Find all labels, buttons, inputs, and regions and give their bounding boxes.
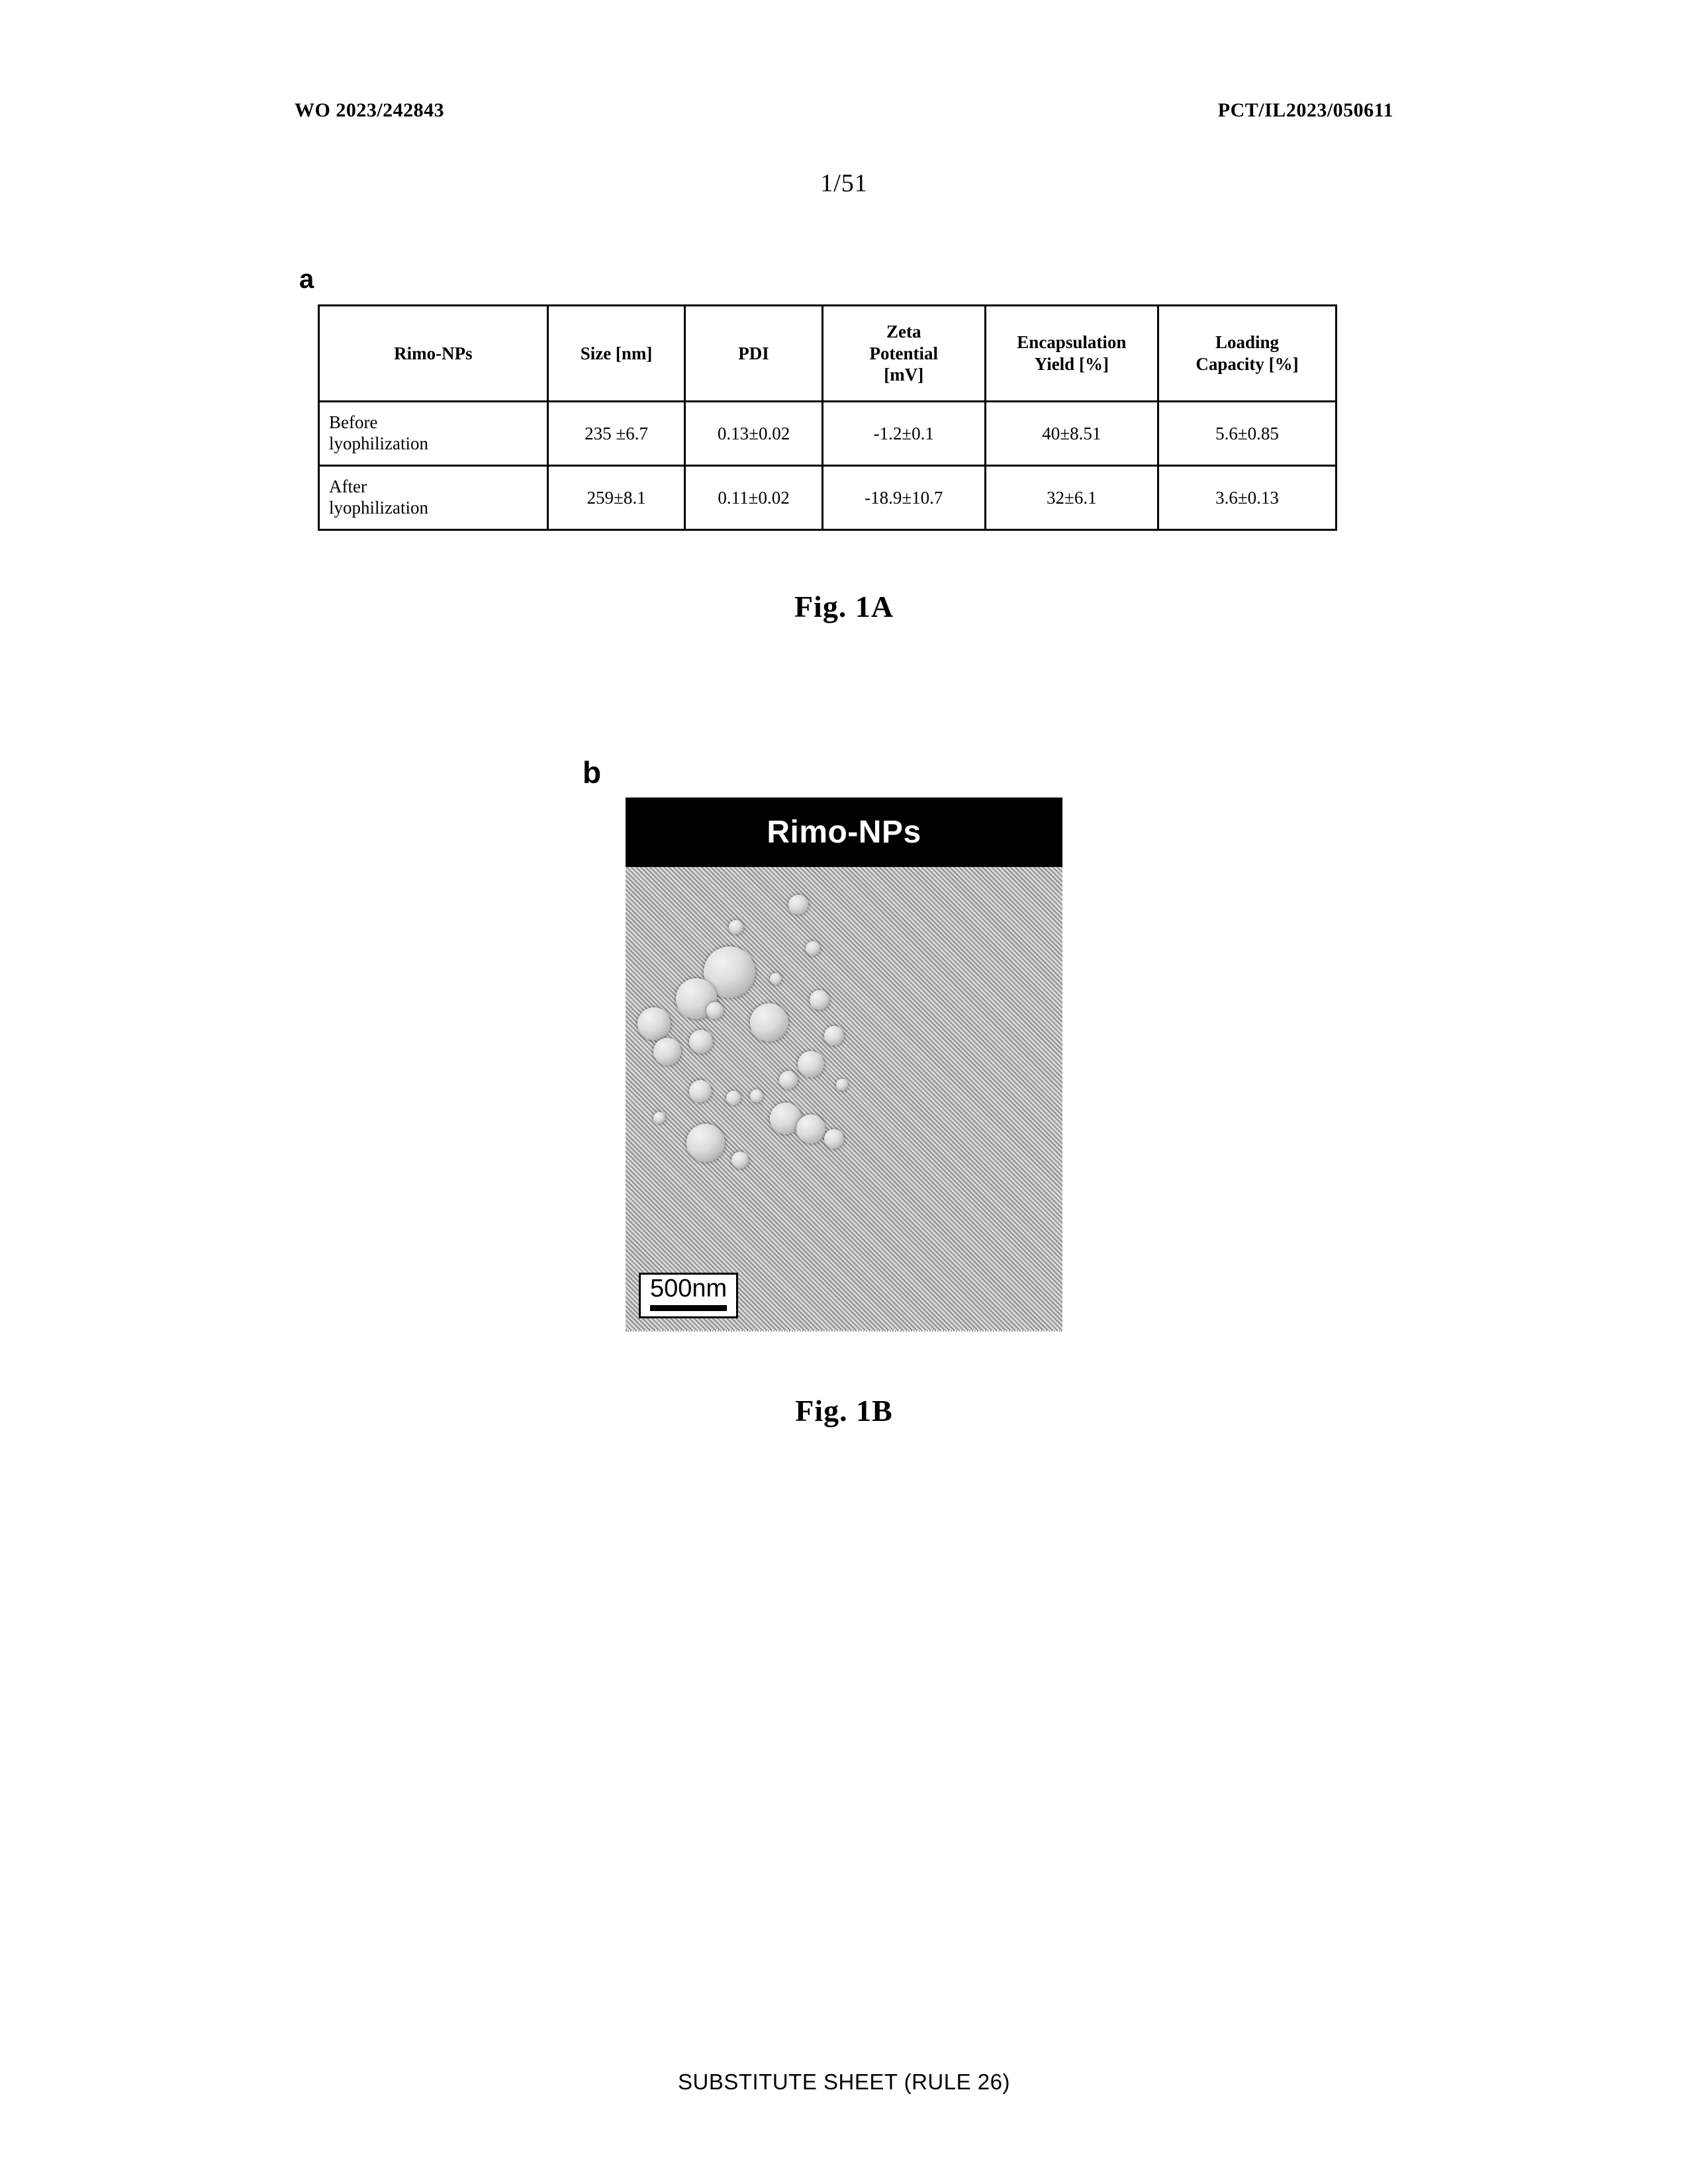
row-label-line-1: Before (329, 412, 378, 433)
panel-label-a: a (299, 265, 314, 294)
cell-pdi-before: 0.13±0.02 (685, 402, 822, 466)
table-header-pdi: PDI (685, 306, 822, 402)
nanoparticle (689, 1080, 712, 1103)
nanoparticle (806, 941, 820, 956)
nanoparticle (750, 1089, 763, 1103)
table-row (319, 402, 1336, 466)
row-label-line-1: After (329, 477, 367, 497)
zeta-header-line-1: Zeta (886, 321, 921, 341)
table-row (319, 466, 1336, 530)
cell-zeta-before: -1.2±0.1 (822, 402, 985, 466)
nanoparticle (653, 1038, 681, 1066)
table-header-size: Size [nm] (547, 306, 684, 402)
fig-1a-caption: Fig. 1A (794, 590, 894, 623)
publication-number: WO 2023/242843 (295, 99, 445, 121)
tem-bottom-strip (626, 1330, 1062, 1341)
document-header (295, 99, 1393, 122)
tem-title-bar: Rimo-NPs (626, 797, 1062, 867)
row-label-after-lyophilization (319, 466, 548, 530)
row-label-line-2: lyophilization (329, 433, 428, 453)
fig-1a-table-container (318, 304, 1337, 531)
scale-bar (639, 1273, 738, 1318)
page-number: 1/51 (820, 169, 868, 197)
nanoparticle (653, 1112, 665, 1124)
nanoparticle (836, 1079, 848, 1091)
table-header-encapsulation-yield (985, 306, 1158, 402)
nanoparticle (689, 1030, 713, 1054)
nanoparticle (637, 1007, 671, 1040)
nanoparticle (686, 1124, 725, 1162)
nanoparticle (788, 895, 808, 915)
row-label-line-2: lyophilization (329, 498, 428, 518)
fig-1b-caption: Fig. 1B (795, 1394, 893, 1428)
nanoparticle (750, 1003, 788, 1042)
zeta-header-line-3: [mV] (884, 365, 924, 385)
tem-micrograph (626, 867, 1062, 1330)
nanoparticle (731, 1152, 749, 1169)
encapsulation-header-line-2: Yield [%] (1034, 354, 1109, 374)
row-label-before-lyophilization (319, 402, 548, 466)
cell-pdi-after: 0.11±0.02 (685, 466, 822, 530)
zeta-header-line-2: Potential (869, 343, 938, 363)
fig-1b-tem-figure (626, 797, 1062, 1340)
nanoparticle (779, 1071, 798, 1089)
nanoparticle (798, 1051, 824, 1077)
nanoparticle (726, 1091, 741, 1105)
cell-encapsulation-before: 40±8.51 (985, 402, 1158, 466)
table-header-loading-capacity (1158, 306, 1336, 402)
cell-loading-before: 5.6±0.85 (1158, 402, 1336, 466)
table-header-sample: Rimo-NPs (319, 306, 548, 402)
nanoparticle (810, 990, 829, 1010)
page-footer: SUBSTITUTE SHEET (RULE 26) (678, 2070, 1010, 2094)
loading-header-line-1: Loading (1215, 332, 1279, 353)
nanoparticle (706, 1002, 724, 1019)
nanoparticle (729, 920, 743, 934)
nanoparticle (824, 1129, 844, 1149)
panel-label-b: b (583, 755, 602, 790)
nanoparticle (770, 973, 782, 985)
encapsulation-header-line-1: Encapsulation (1017, 332, 1127, 353)
loading-header-line-2: Capacity [%] (1196, 354, 1299, 374)
cell-size-before: 235 ±6.7 (547, 402, 684, 466)
cell-encapsulation-after: 32±6.1 (985, 466, 1158, 530)
scale-bar-line (650, 1305, 727, 1311)
nanoparticle-characterization-table (318, 304, 1337, 531)
nanoparticle (824, 1026, 844, 1046)
application-number: PCT/IL2023/050611 (1217, 99, 1393, 121)
cell-size-after: 259±8.1 (547, 466, 684, 530)
scale-bar-label: 500nm (650, 1275, 727, 1303)
cell-loading-after: 3.6±0.13 (1158, 466, 1336, 530)
cell-zeta-after: -18.9±10.7 (822, 466, 985, 530)
table-header-zeta-potential (822, 306, 985, 402)
nanoparticle (796, 1115, 825, 1144)
table-header-row (319, 306, 1336, 402)
